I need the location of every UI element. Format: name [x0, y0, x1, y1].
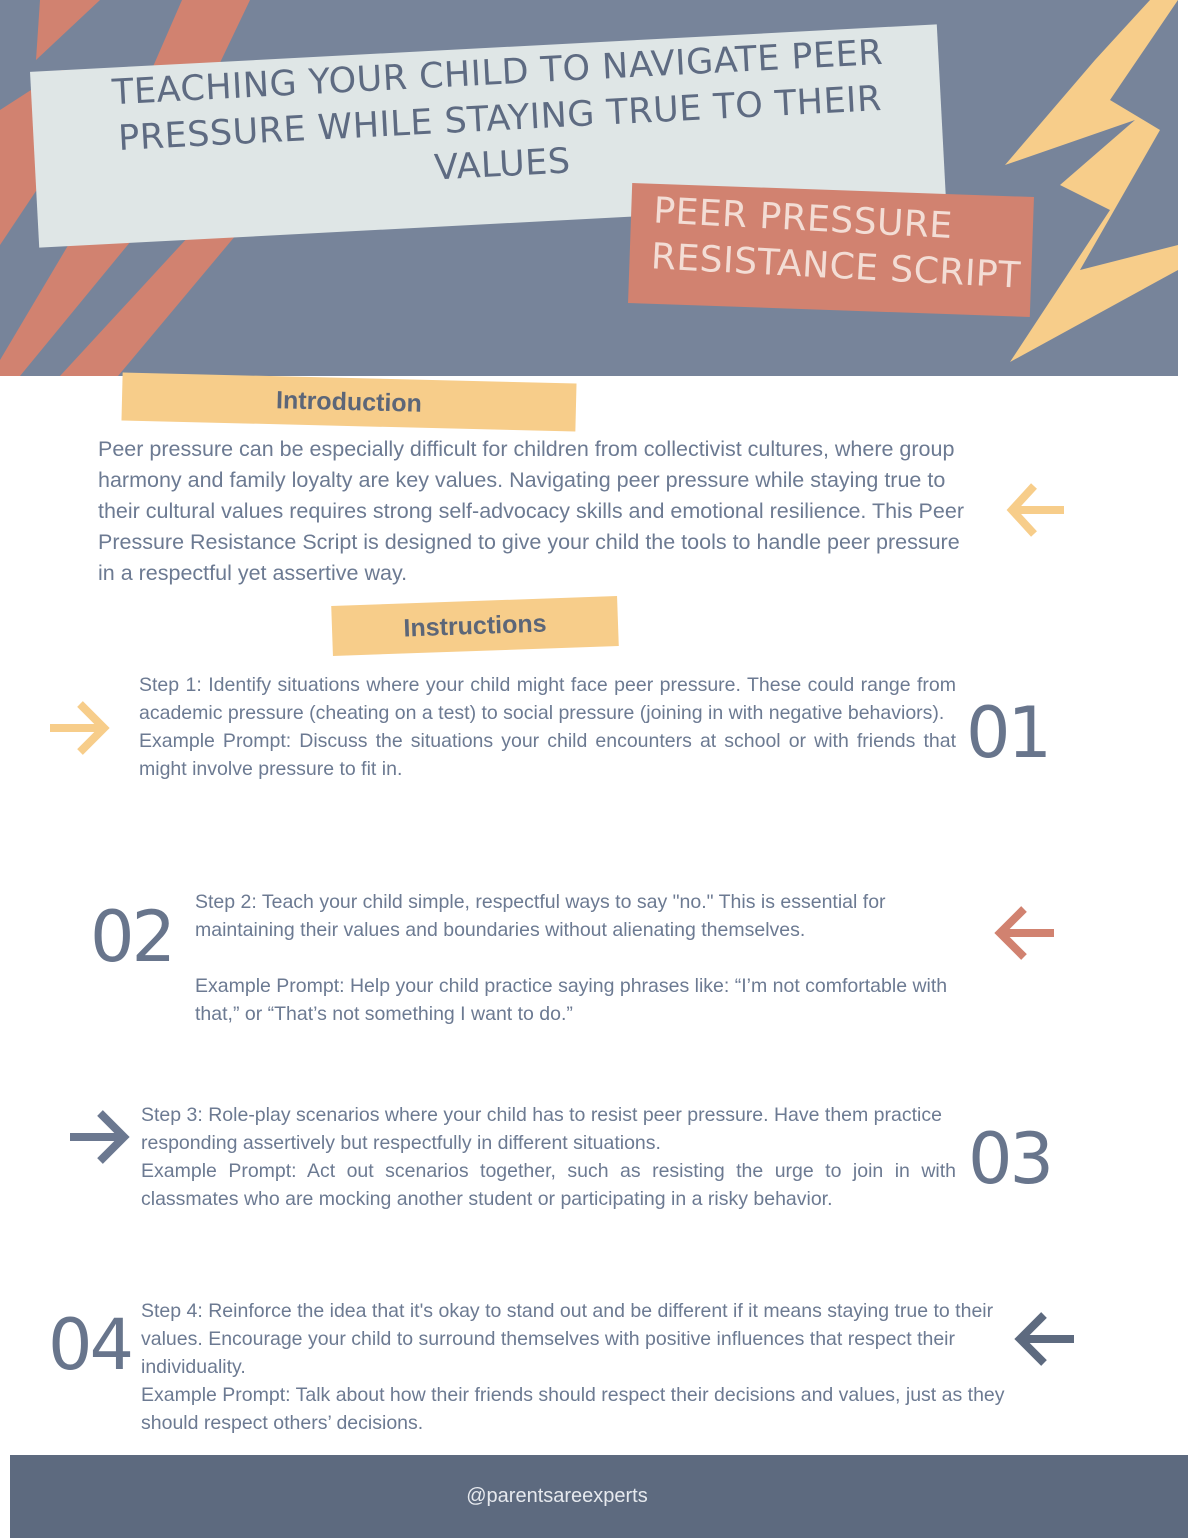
step-2	[195, 888, 955, 1028]
step-2-number: 02	[90, 896, 174, 978]
arrow-left-icon	[992, 900, 1058, 966]
page-subtitle: PEER PRESSURE RESISTANCE SCRIPT	[650, 190, 1022, 297]
step-2-text: Step 2: Teach your child simple, respectful ways to say "no." This is essential for maintaining their values and boundaries without alienating themselves.	[195, 891, 886, 941]
step-1-number: 01	[966, 692, 1050, 774]
step-1	[139, 671, 956, 783]
arrow-right-icon	[66, 1104, 132, 1170]
arrow-right-icon	[46, 696, 112, 760]
introduction-heading: Introduction	[121, 372, 576, 431]
header-banner	[0, 0, 1178, 376]
step-4-text: Step 4: Reinforce the idea that it's okay to stand out and be different if it means staying true to their values. Encourage your child to surround themselves with positive influences that respect their individuality.	[141, 1300, 994, 1378]
arrow-left-icon	[1004, 478, 1068, 542]
step-1-prompt: Example Prompt: Discuss the situations your child encounters at school or with friends that might involve pressure to fit in.	[139, 730, 956, 780]
coral-stripe-top	[36, 0, 100, 60]
step-2-prompt: Example Prompt: Help your child practice saying phrases like: “I’m not comfortable with that,” or “That’s not something I want to do.”	[195, 975, 948, 1025]
step-4-number: 04	[48, 1304, 132, 1386]
instructions-heading: Instructions	[331, 596, 619, 656]
step-3-text: Step 3: Role-play scenarios where your child has to resist peer pressure. Have them practice responding assertively but respectfully in different situations.	[141, 1104, 942, 1154]
step-1-text: Step 1: Identify situations where your child might face peer pressure. These could range from academic pressure (cheating on a test) to social pressure (joining in with negative behaviors).	[139, 674, 956, 724]
arrow-left-icon	[1012, 1306, 1078, 1372]
footer-handle[interactable]: @parentsareexperts	[466, 1485, 648, 1507]
introduction-body: Peer pressure can be especially difficult for children from collectivist cultures, where group harmony and family loyalty are key values. Navigating peer pressure while staying true to their cultural values requires strong self-advocacy skills and emotional resilience. This Peer Pressure Resistance Script is designed to give your child the tools to handle peer pressure in a respectful yet assertive way.	[98, 437, 964, 585]
lightning-bolt-icon	[1005, 0, 1178, 362]
page-title: TEACHING YOUR CHILD TO NAVIGATE PEER PRESSURE WHILE STAYING TRUE TO THEIR VALUES	[111, 32, 885, 189]
step-4	[141, 1297, 1006, 1437]
step-3-number: 03	[968, 1118, 1052, 1200]
footer-bar	[10, 1455, 1188, 1538]
step-3-prompt: Example Prompt: Act out scenarios together, such as resisting the urge to join in with classmates who are mocking another student or participating in a risky behavior.	[141, 1160, 956, 1210]
step-3	[141, 1101, 956, 1213]
step-4-prompt: Example Prompt: Talk about how their friends should respect their decisions and values, just as they should respect others’ decisions.	[141, 1384, 1005, 1434]
